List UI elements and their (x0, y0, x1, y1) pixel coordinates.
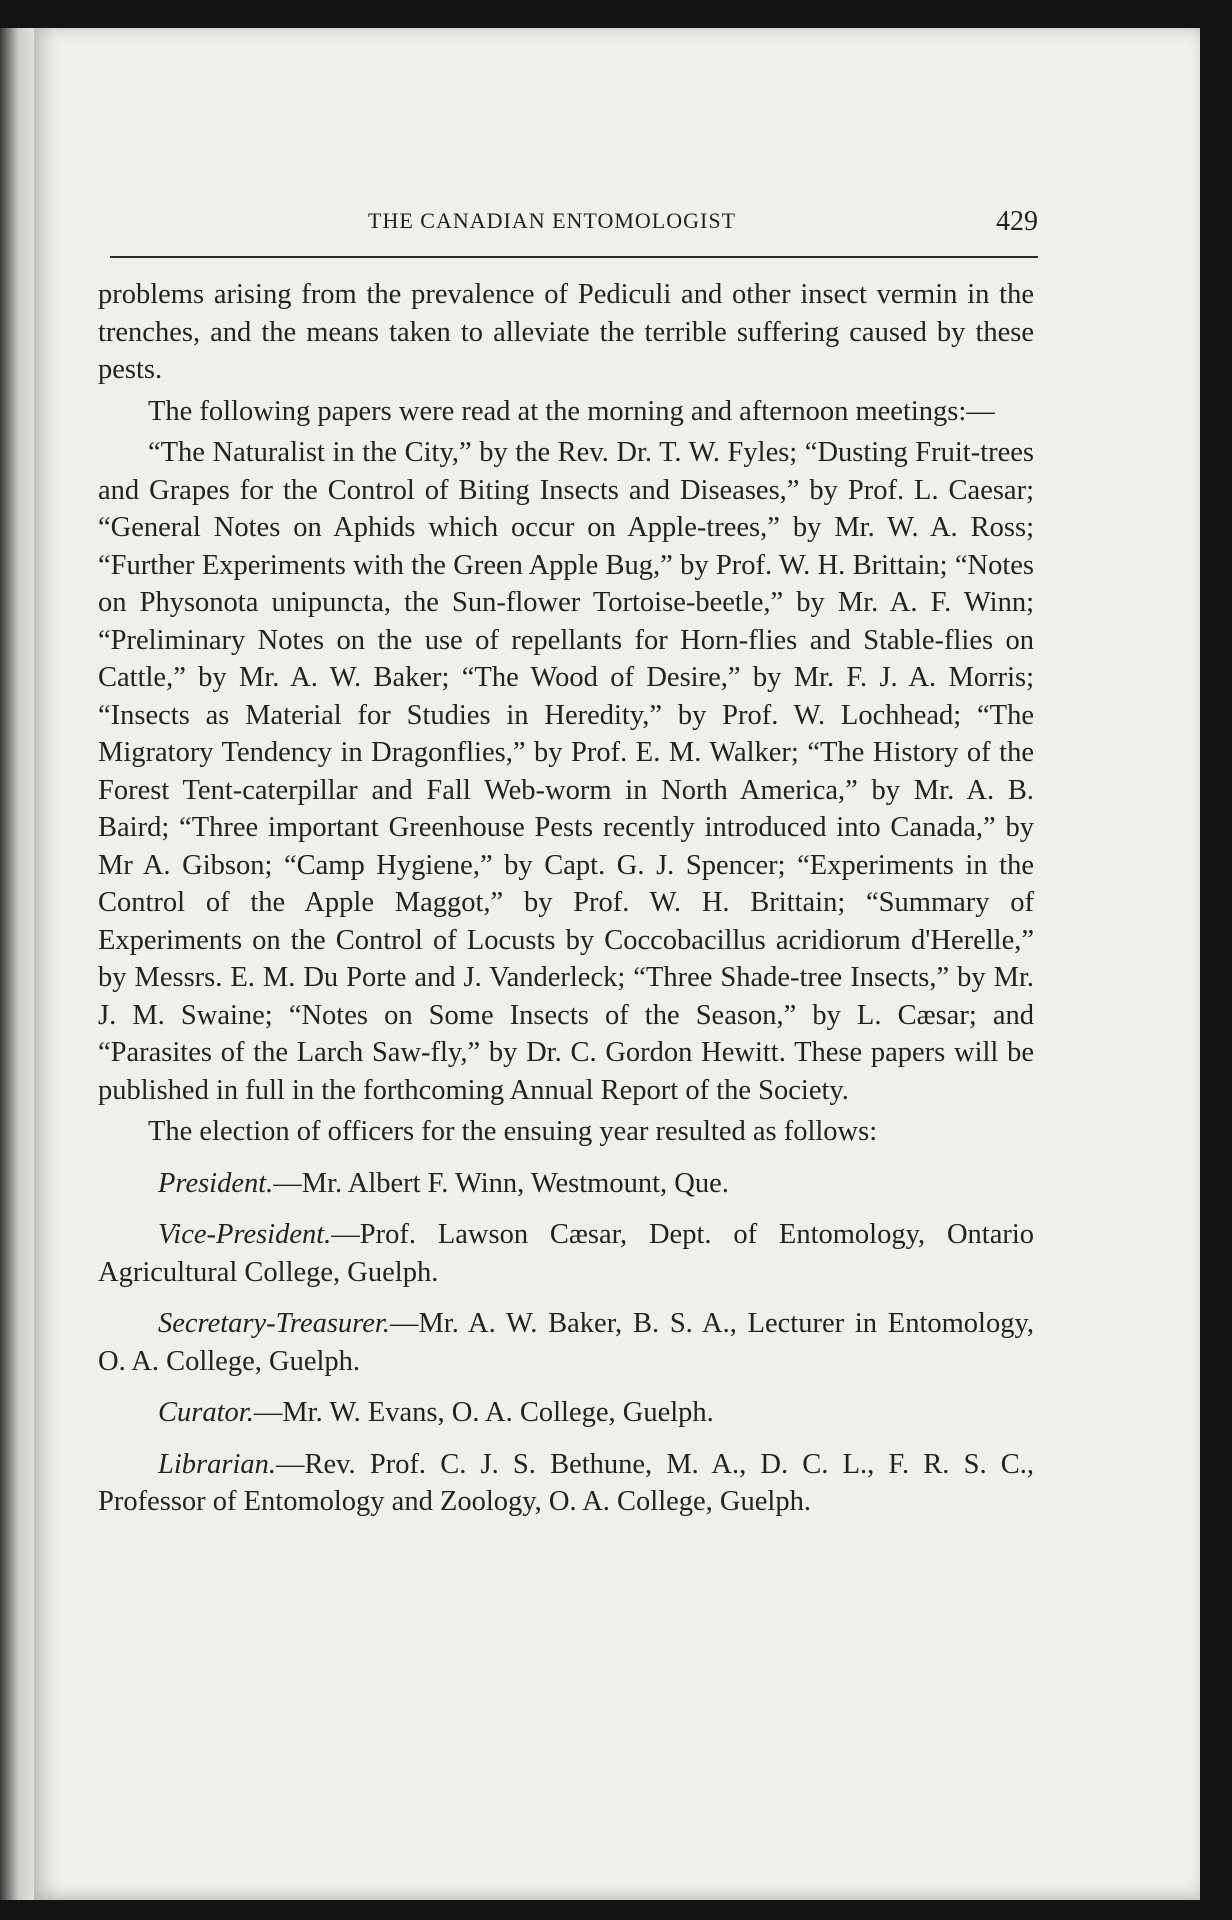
officer-president (98, 1165, 1034, 1203)
officer-role: Vice-President. (158, 1219, 332, 1250)
officer-role: Curator. (158, 1397, 254, 1428)
officer-role: Secretary-Treasurer. (158, 1308, 390, 1339)
officer-detail: —Prof. Lawson Cæsar, Dept. of Entomology, Ontario Agricultural College, Guelph. (98, 1219, 1034, 1288)
paragraph-continuation: problems arising from the prevalence of Pediculi and other insect vermin in the trenches, and the means taken to alleviate the terrible suffering caused by these pests. (98, 279, 1034, 385)
officer-detail: —Rev. Prof. C. J. S. Bethune, M. A., D. C. L., F. R. S. C., Professor of Entomology and Zoology, O. A. College, Guelph. (98, 1448, 1034, 1517)
officer-detail: —Mr. W. Evans, O. A. College, Guelph. (253, 1397, 714, 1428)
officer-secretary-treasurer (98, 1305, 1034, 1380)
body-text (98, 276, 1034, 1525)
paragraph-papers-list: “The Naturalist in the City,” by the Rev. Dr. T. W. Fyles; “Dusting Fruit-trees and Grapes for the Control of Biting Insects and Diseases,” by Prof. L. Caesar; “General Notes on Aphids which occur on Apple-trees,” by Mr. W. A. Ross; “Further Experiments with the Green Apple Bug,” by Prof. W. H. Brittain; “Notes on Physonota unipuncta, the Sun-flower Tortoise-beetle,” by Mr. A. F. Winn; “Preliminary Notes on the use of repellants for Horn-flies and Stable-flies on Cattle,” by Mr. A. W. Baker; “The Wood of Desire,” by Mr. F. J. A. Morris; “Insects as Material for Studies in Heredity,” by Prof. W. Lochhead; “The Migratory Tendency in Dragonflies,” by Prof. E. M. Walker; “The History of the Forest Tent-caterpillar and Fall Web-worm in North America,” by Mr. A. B. Baird; “Three important Greenhouse Pests recently introduced into Canada,” by Mr A. Gibson; “Camp Hygiene,” by Capt. G. J. Spencer; “Experiments in the Control of the Apple Maggot,” by Prof. W. H. Brittain; “Summary of Experiments on the Control of Locusts by Coccobacillus acridiorum d'Herelle,” by Messrs. E. M. Du Porte and J. Vanderleck; “Three Shade-tree Insects,” by Mr. J. M. Swaine; “Notes on Some Insects of the Season,” by L. Cæsar; and “Parasites of the Larch Saw-fly,” by Dr. C. Gordon Hewitt. These papers will be published in full in the forthcoming Annual Report of the Society. (98, 437, 1034, 1106)
page-header (110, 200, 1038, 260)
officer-detail: —Mr. Albert F. Winn, Westmount, Que. (273, 1167, 729, 1199)
page-number: 429 (996, 206, 1038, 237)
officer-detail: —Mr. A. W. Baker, B. S. A., Lecturer in Entomology, O. A. College, Guelph. (98, 1308, 1034, 1377)
scan-binding-edge (0, 28, 34, 1900)
paragraph-election: The election of officers for the ensuing year resulted as follows: (148, 1116, 878, 1147)
paragraph-papers-intro: The following papers were read at the morning and afternoon meetings:— (148, 395, 995, 427)
running-title: THE CANADIAN ENTOMOLOGIST (368, 208, 737, 233)
officer-librarian (98, 1446, 1034, 1521)
officer-role: President. (158, 1167, 274, 1199)
header-rule (110, 256, 1038, 258)
officer-role: Librarian. (158, 1448, 276, 1480)
officer-vice-president (98, 1216, 1034, 1291)
officer-curator (98, 1394, 1034, 1432)
